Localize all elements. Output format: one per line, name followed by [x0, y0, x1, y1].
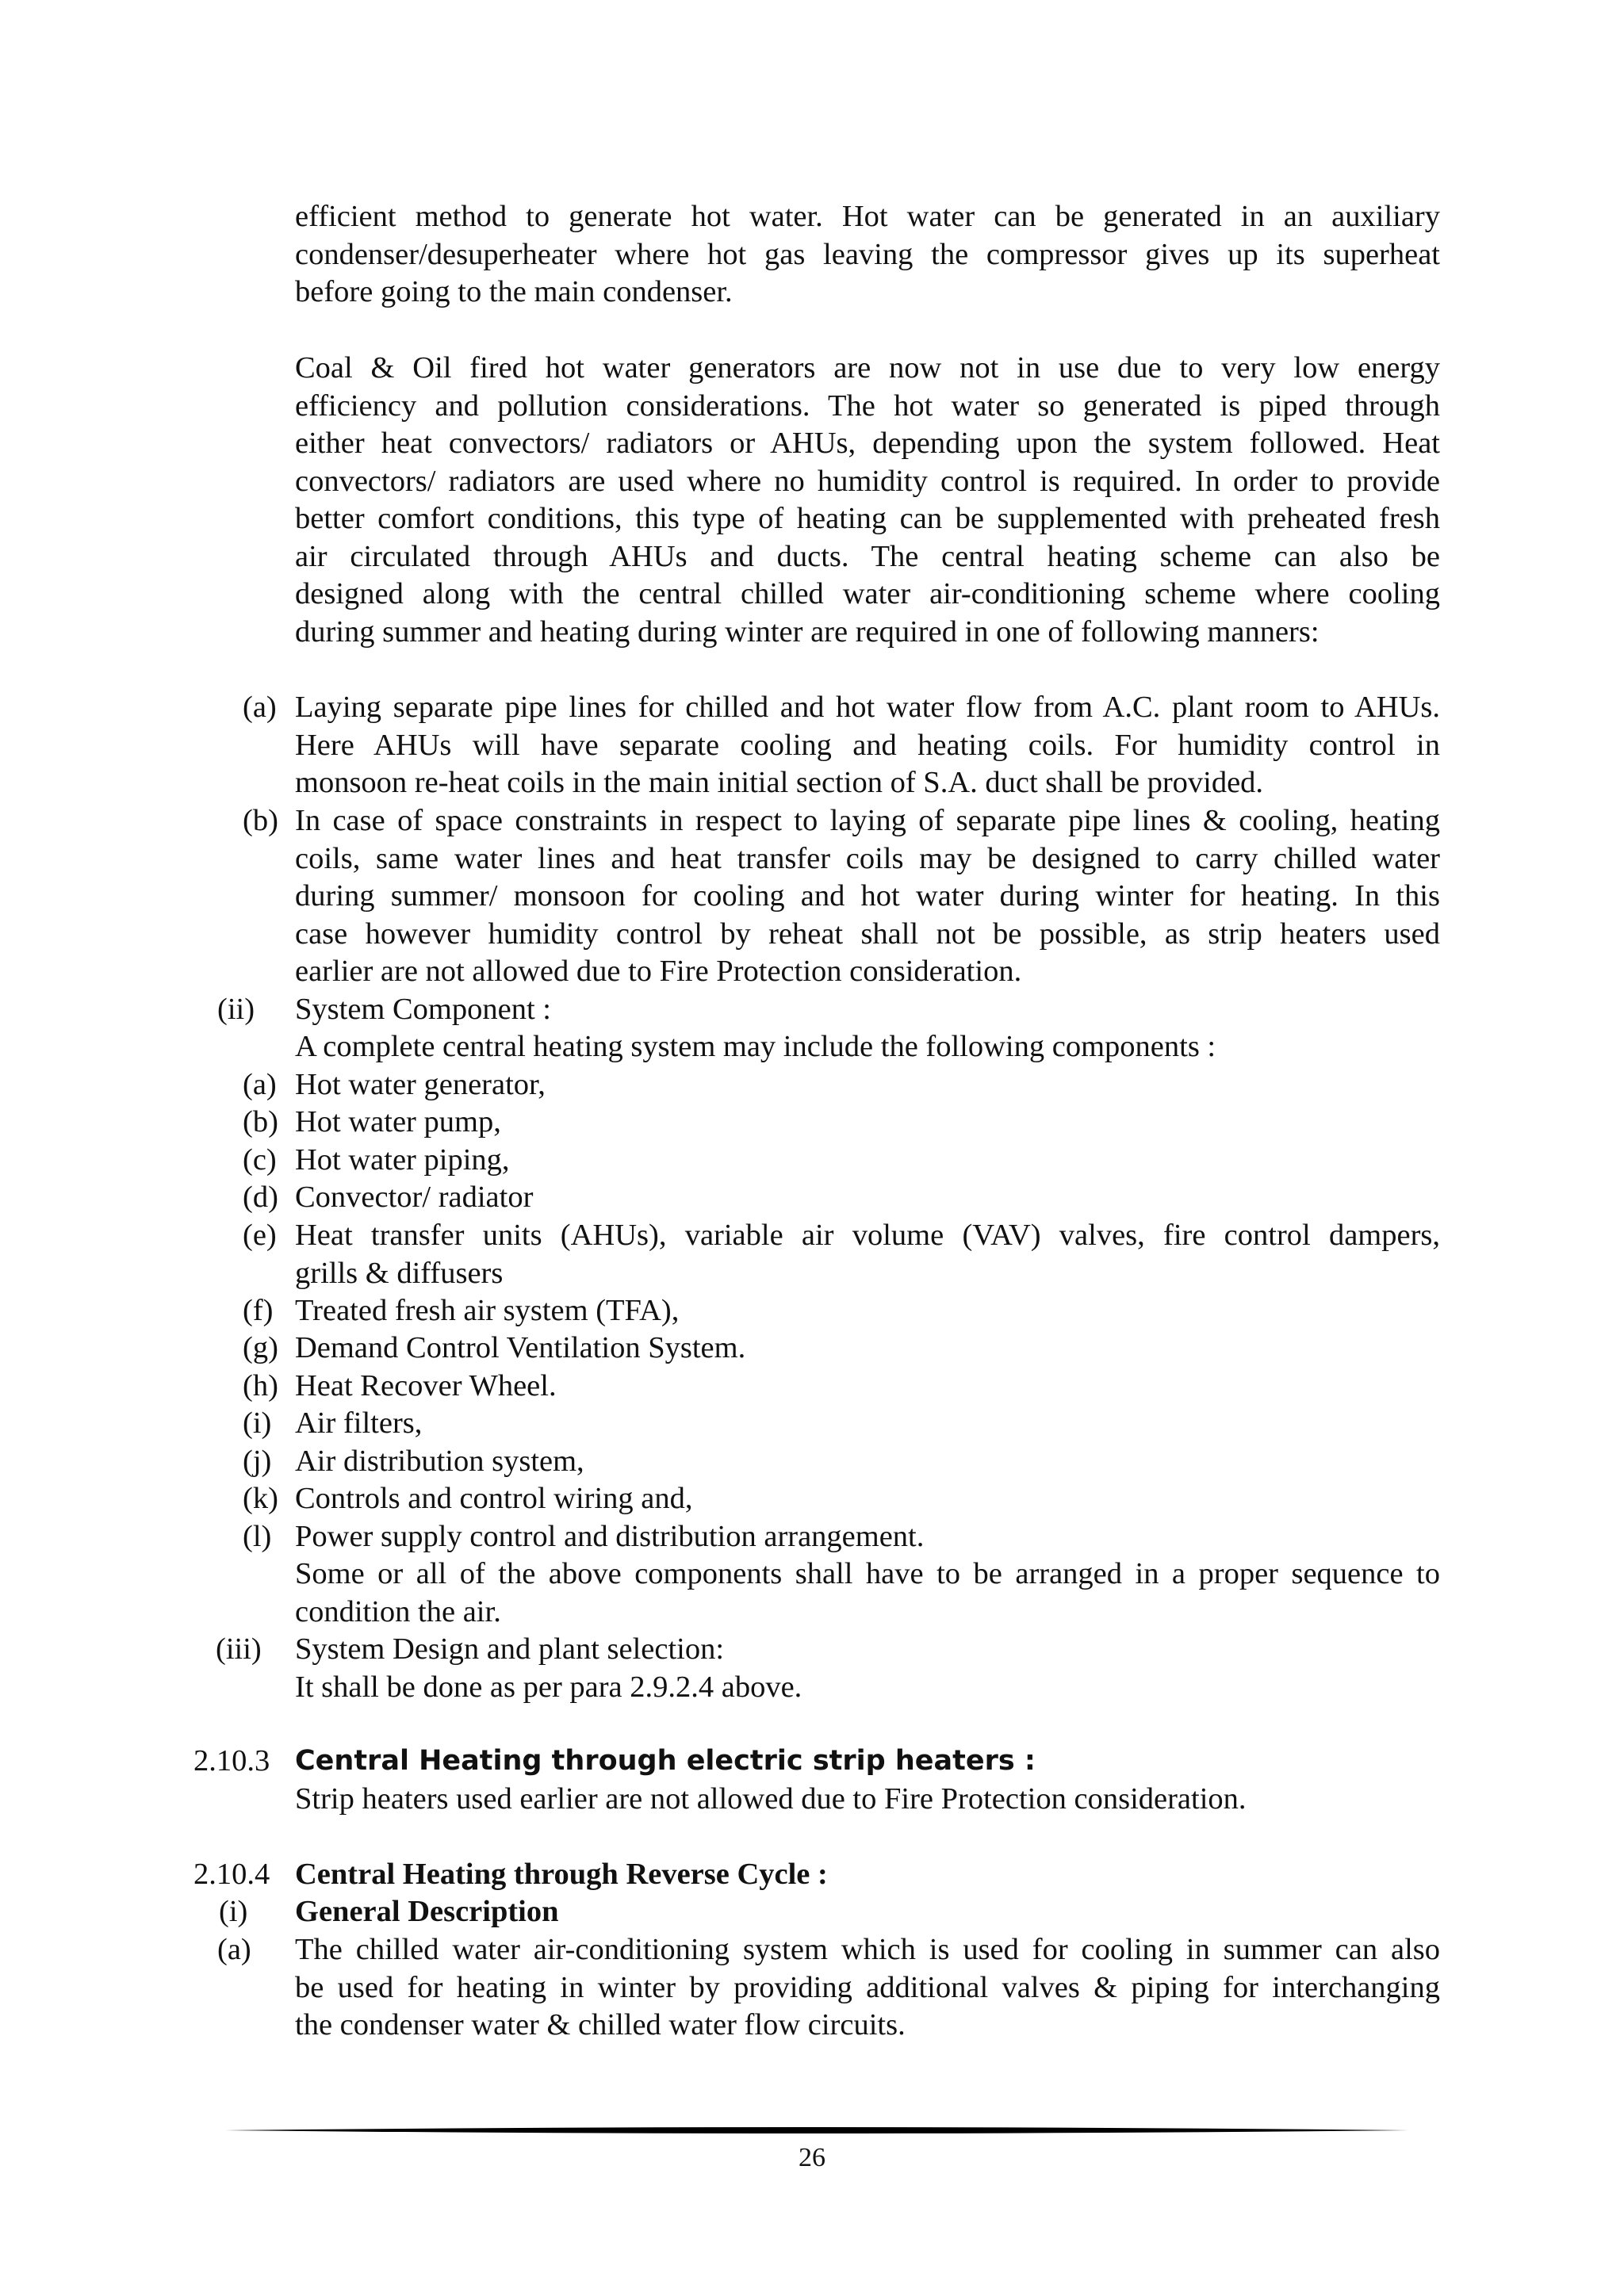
section-title: Central Heating through electric strip heaters : — [295, 1745, 1036, 1777]
list-text: Power supply control and distribution arrangement. — [295, 1520, 925, 1553]
list-text: Demand Control Ventilation System. — [295, 1331, 746, 1364]
list-text: Hot water generator, — [295, 1068, 546, 1101]
text-line: Heat transfer units (AHUs), variable air volume (VAV) valves, fire control dampers, — [295, 1219, 1440, 1252]
list-text — [295, 802, 1440, 991]
list-label: (i) — [219, 1895, 248, 1928]
section-number: 2.10.4 — [193, 1858, 270, 1891]
list-label: (c) — [243, 1143, 277, 1177]
list-label: (a) — [217, 1933, 251, 1966]
text-line: grills & diffusers — [295, 1256, 504, 1290]
body-text: Strip heaters used earlier are not allowed due to Fire Protection consideration. — [295, 1782, 1247, 1816]
text-line: better comfort conditions, this type of heating can be supplemented with preheated fresh — [295, 502, 1440, 535]
section-number: 2.10.3 — [193, 1744, 270, 1777]
list-label: (d) — [243, 1181, 278, 1214]
text-line: during summer/ monsoon for cooling and hot water during winter for heating. In this — [295, 879, 1440, 913]
section-title: System Design and plant selection: — [295, 1632, 725, 1666]
heating-paragraph — [295, 350, 1440, 651]
list-label: (b) — [243, 804, 278, 837]
section-title: System Component : — [295, 993, 551, 1026]
list-label: (g) — [243, 1331, 278, 1364]
text-line: during summer and heating during winter are required in one of following manners: — [295, 614, 1320, 649]
text-line: before going to the main condenser. — [295, 275, 733, 308]
text-line: Laying separate pipe lines for chilled and hot water flow from A.C. plant room to AHUs. — [295, 691, 1440, 724]
text-line: Here AHUs will have separate cooling and heating coils. For humidity control in — [295, 728, 1440, 762]
intro-text: A complete central heating system may include the following components : — [295, 1030, 1216, 1063]
list-label: (b) — [243, 1105, 278, 1138]
list-label: (i) — [243, 1406, 272, 1440]
sub-title: General Description — [295, 1895, 559, 1928]
list-label: (h) — [243, 1369, 278, 1402]
text-line: case however humidity control by reheat shall not be possible, as strip heaters used — [295, 916, 1440, 951]
text-line: The chilled water air-conditioning system which is used for cooling in summer can also — [295, 1933, 1440, 1966]
list-text: Air filters, — [295, 1406, 423, 1440]
page-number: 26 — [799, 2143, 825, 2172]
list-text — [295, 689, 1440, 802]
list-text: Convector/ radiator — [295, 1181, 534, 1214]
list-label: (a) — [243, 1068, 277, 1101]
list-label: (l) — [243, 1520, 272, 1553]
text-line: either heat convectors/ radiators or AHUs, depending upon the system followed. Heat — [295, 427, 1440, 460]
text-line: Some or all of the above components shall have to be arranged in a proper sequence to — [295, 1557, 1440, 1590]
text-line: efficiency and pollution considerations. The hot water so generated is piped through — [295, 388, 1440, 423]
text-line: condenser/desuperheater where hot gas leaving the compressor gives up its superheat — [295, 237, 1440, 271]
text-line: be used for heating in winter by providing additional valves & piping for interchanging — [295, 1970, 1440, 2004]
list-label: (j) — [243, 1445, 272, 1478]
list-text: Treated fresh air system (TFA), — [295, 1294, 680, 1327]
list-label: (iii) — [216, 1632, 262, 1666]
text-line: convectors/ radiators are used where no humidity control is required. In order to provide — [295, 464, 1440, 498]
body-text: It shall be done as per para 2.9.2.4 above. — [295, 1670, 802, 1704]
footer-divider — [225, 2125, 1408, 2136]
list-text: Hot water pump, — [295, 1105, 501, 1138]
list-label: (a) — [243, 691, 277, 724]
list-text — [295, 1931, 1440, 2045]
list-label: (e) — [243, 1219, 277, 1252]
text-line: In case of space constraints in respect to laying of separate pipe lines & cooling, heating — [295, 804, 1440, 837]
text-line: designed along with the central chilled water air-conditioning scheme where cooling — [295, 577, 1440, 610]
list-label: (ii) — [217, 993, 255, 1026]
text-line: efficient method to generate hot water. Hot water can be generated in an auxiliary — [295, 200, 1440, 233]
text-line: coils, same water lines and heat transfer coils may be designed to carry chilled water — [295, 841, 1440, 875]
text-line: the condenser water & chilled water flow circuits. — [295, 2008, 906, 2042]
closing-text — [295, 1556, 1440, 1631]
section-title: Central Heating through Reverse Cycle : — [295, 1858, 828, 1891]
list-text: Hot water piping, — [295, 1143, 510, 1177]
text-line: air circulated through AHUs and ducts. The central heating scheme can also be — [295, 539, 1440, 573]
list-text — [295, 1217, 1440, 1292]
list-label: (f) — [243, 1294, 274, 1327]
text-line: monsoon re-heat coils in the main initial section of S.A. duct shall be provided. — [295, 766, 1264, 799]
list-text: Air distribution system, — [295, 1445, 584, 1478]
text-line: condition the air. — [295, 1594, 501, 1628]
intro-paragraph — [295, 198, 1440, 312]
text-line: Coal & Oil fired hot water generators are now not in use due to very low energy — [295, 351, 1440, 385]
list-text: Heat Recover Wheel. — [295, 1369, 557, 1402]
text-line: earlier are not allowed due to Fire Protection consideration. — [295, 955, 1022, 988]
list-text: Controls and control wiring and, — [295, 1482, 693, 1515]
list-label: (k) — [243, 1482, 278, 1515]
